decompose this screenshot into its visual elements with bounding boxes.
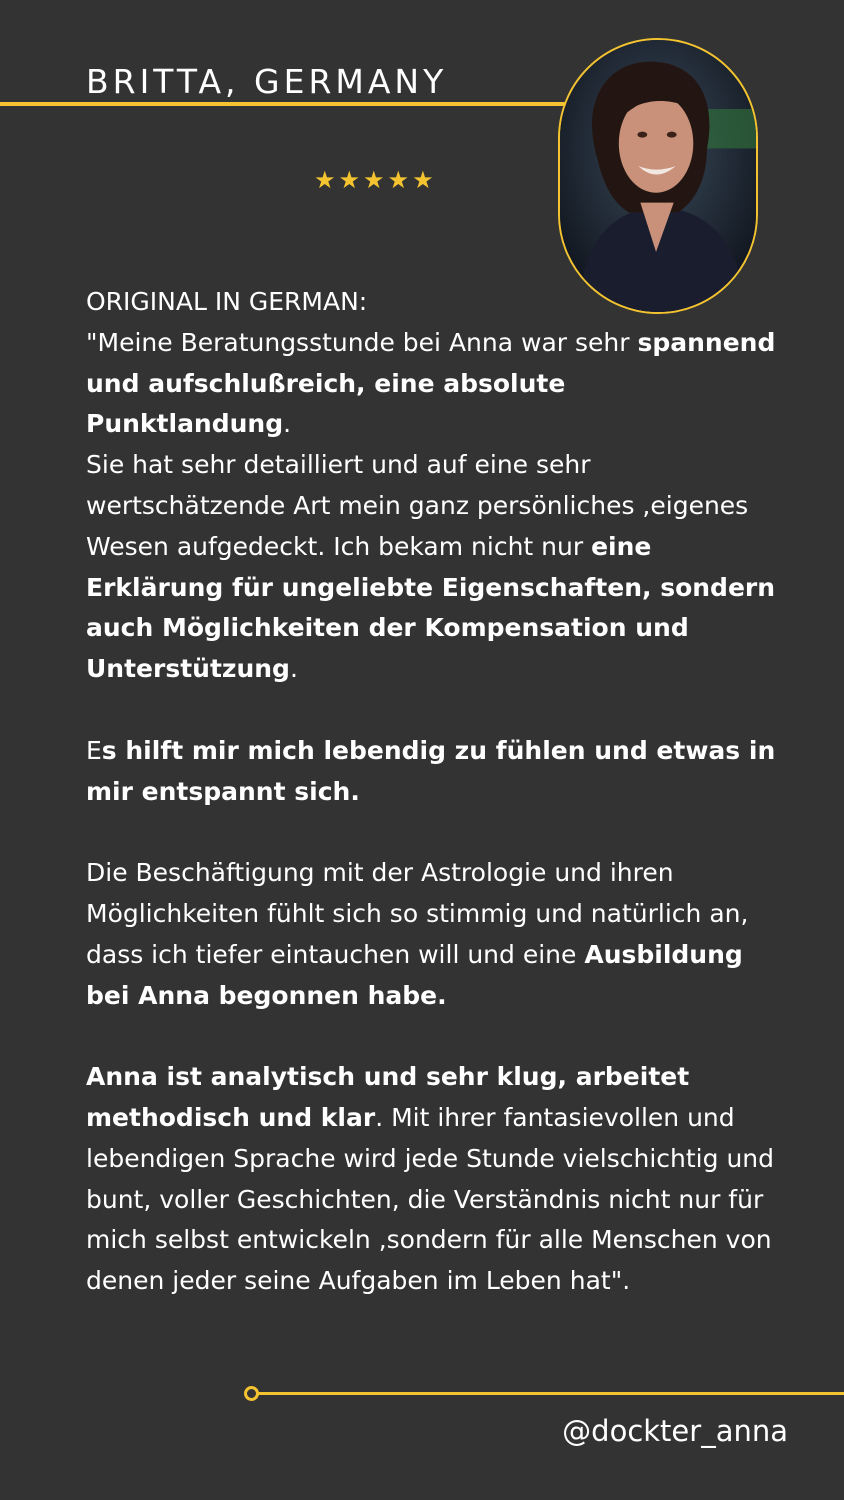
text-segment: E [86,735,102,765]
original-label: ORIGINAL IN GERMAN: [86,287,368,316]
bold-segment: spannend und aufschlußreich, eine absolute Punktlandung [86,327,776,439]
bottom-divider [258,1392,844,1395]
reviewer-photo [558,38,758,314]
text-segment: Sie hat sehr detailliert und auf eine sehr wertschätzende Art mein ganz persönliches ,eigenes Wesen aufgedeckt. Ich bekam nicht nur [86,450,749,561]
rating-stars: ★★★★★ [314,166,437,194]
text-segment: . [283,409,292,439]
paragraph-2 [86,445,776,690]
bold-segment: Anna ist analytisch und sehr klug, arbeitet methodisch und klar [86,1062,690,1132]
bold-segment: Ausbildung bei Anna begonnen habe. [86,939,743,1010]
text-segment: . [289,654,298,684]
paragraph-5 [86,1057,776,1302]
portrait-photo-icon [560,40,756,312]
paragraph-4 [86,853,776,1016]
bold-segment: s hilft mir mich lebendig zu fühlen und etwas in mir entspannt sich. [86,735,776,806]
paragraph-gap [86,690,776,731]
paragraph-gap [86,1016,776,1057]
social-handle[interactable]: @dockter_anna [562,1414,788,1448]
text-segment: . Mit ihrer fantasievollen und lebendigen Sprache wird jede Stunde vielschichtig und bunt, voller Geschichten, die Verständnis nicht nur für mich selbst entwickeln ,sondern für alle Menschen von denen jeder seine Aufgaben im Leben hat". [86,1102,775,1296]
paragraph-3 [86,731,776,813]
testimonial-text [86,282,776,1302]
bold-segment: eine Erklärung für ungeliebte Eigenschaften, sondern auch Möglichkeiten der Kompensation und Unterstützung [86,531,776,684]
text-segment: "Meine Beratungsstunde bei Anna war sehr [86,327,638,357]
text-segment: Die Beschäftigung mit der Astrologie und ihren Möglichkeiten fühlt sich so stimmig und natürlich an, dass ich tiefer eintauchen will und eine [86,858,749,969]
divider-dot-icon [244,1386,259,1401]
paragraph-1 [86,323,776,445]
top-divider [0,102,566,106]
paragraph-gap [86,812,776,853]
reviewer-name: BRITTA, GERMANY [86,62,448,101]
